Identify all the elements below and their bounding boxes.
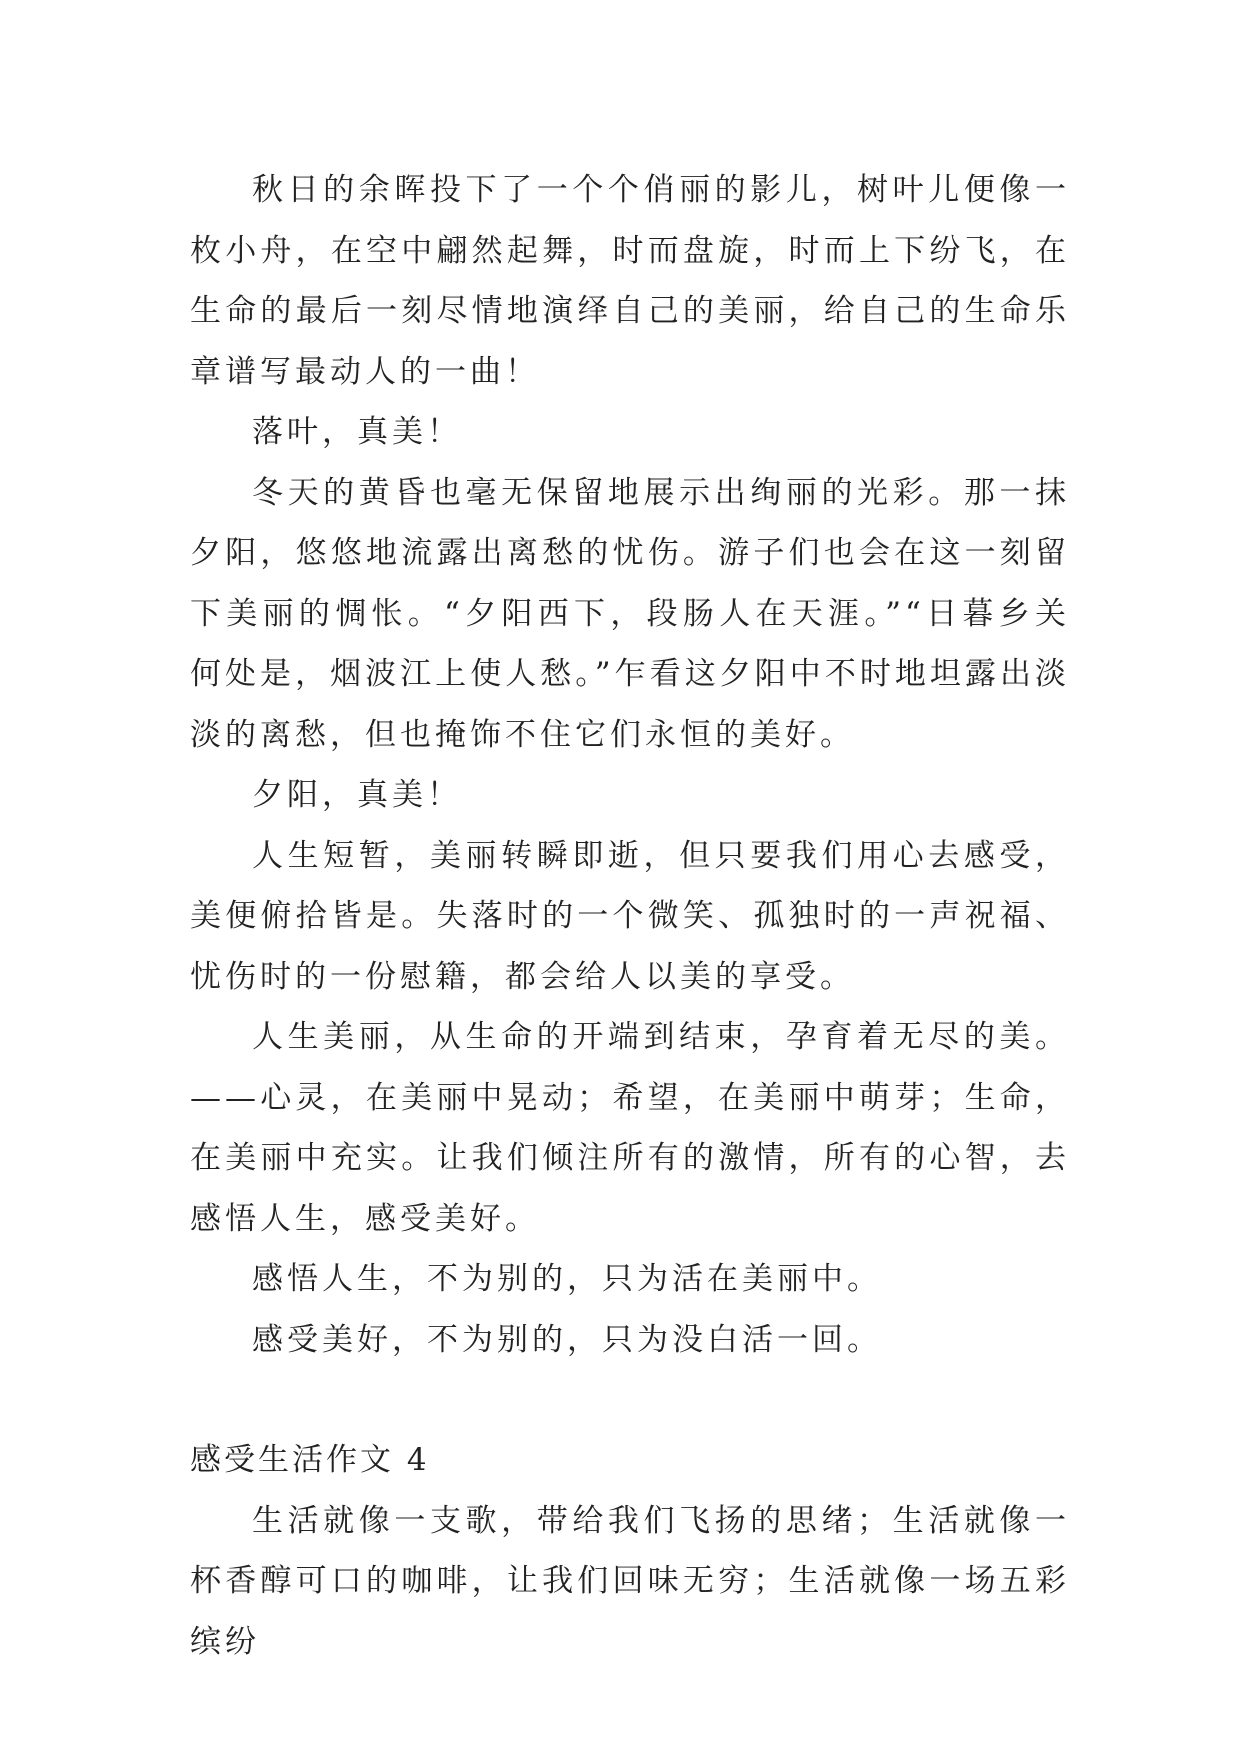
paragraph-sunset-beautiful: 夕阳，真美！ xyxy=(252,777,462,813)
paragraph-feel-life: 感悟人生，不为别的，只为活在美丽中。 xyxy=(252,1261,882,1297)
paragraph-winter-dusk: 冬天的黄昏也毫无保留地展示出绚丽的光彩。那一抹夕阳，悠悠地流露出离愁的忧伤。游子们也会在这一刻留下美丽的惆怅。“夕阳西下，段肠人在天涯。”“日暮乡关何处是，烟波江上使人愁。”乍看这夕阳中不时地坦露出淡淡的离愁，但也掩饰不住它们永恒的美好。 xyxy=(190,474,1070,753)
paragraph-life-short: 人生短暂，美丽转瞬即逝，但只要我们用心去感受，美便俯拾皆是。失落时的一个微笑、孤独时的一声祝福、忧伤时的一份慰籍，都会给人以美的享受。 xyxy=(190,837,1070,995)
document-body xyxy=(190,160,1070,1672)
section-heading: 感受生活作文 4 xyxy=(190,1442,430,1478)
paragraph-feel-beauty: 感受美好，不为别的，只为没白活一回。 xyxy=(252,1321,882,1358)
paragraph-fallen-leaves-beautiful: 落叶，真美！ xyxy=(252,414,462,450)
paragraph-autumn-leaves: 秋日的余晖投下了一个个俏丽的影儿，树叶儿便像一枚小舟，在空中翩然起舞，时而盘旋，时而上下纷飞，在生命的最后一刻尽情地演绎自己的美丽，给自己的生命乐章谱写最动人的一曲！ xyxy=(190,172,1070,390)
paragraph-life-beautiful: 人生美丽，从生命的开端到结束，孕育着无尽的美。——心灵，在美丽中晃动；希望，在美丽中萌芽；生命，在美丽中充实。让我们倾注所有的激情，所有的心智，去感悟人生，感受美好。 xyxy=(190,1019,1070,1237)
paragraph-life-is-a-song: 生活就像一支歌，带给我们飞扬的思绪；生活就像一杯香醇可口的咖啡，让我们回味无穷；生活就像一场五彩缤纷 xyxy=(190,1502,1070,1660)
